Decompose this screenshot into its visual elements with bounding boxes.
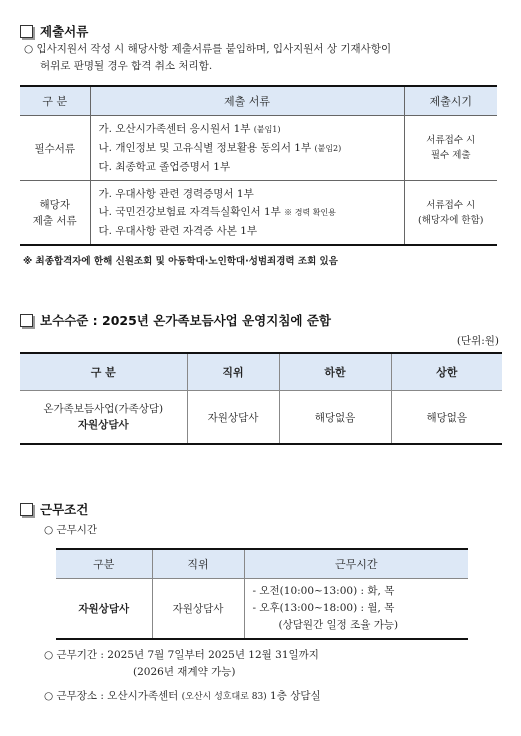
hours-table [56,548,468,640]
row-category: 온가족보듬사업(가족상담) 자원상담사 [20,391,187,445]
section-title-conditions: 근무조건 [20,500,88,518]
row-items: 가. 우대사항 관련 경력증명서 1부 나. 국민건강보험료 자격득실확인서 1부 ※ 경력 확인용 다. 우대사항 관련 자격증 사본 1부 [90,181,404,246]
table-row [20,116,497,181]
row-category: 필수서류 [20,116,90,181]
header-position: 직위 [187,353,279,391]
row-position: 자원상담사 [187,391,279,445]
header-min: 하한 [279,353,391,391]
table-header-row [56,549,468,579]
row-hours: - 오전(10:00~13:00) : 화, 목 - 오후(13:00~18:00) : 월, 목 (상담원간 일정 조율 가능) [244,579,468,640]
checkbox-square-icon [20,503,33,516]
header-documents: 제출 서류 [90,86,404,116]
row-max: 해당없음 [391,391,502,445]
header-category: 구분 [56,549,152,579]
table-header-row [20,86,497,116]
header-timing: 제출시기 [404,86,497,116]
header-category: 구 분 [20,86,90,116]
footnote: ※ 최종합격자에 한해 신원조회 및 아동학대·노인학대·성범죄경력 조회 있음 [23,256,338,267]
row-category: 자원상담사 [56,579,152,640]
table-row [20,391,502,445]
checkbox-square-icon [20,314,33,327]
unit-label: (단위:원) [456,335,499,347]
row-position: 자원상담사 [152,579,244,640]
header-category: 구 분 [20,353,187,391]
table-row [56,579,468,640]
section-title-documents: 제출서류 [20,22,88,40]
row-items: 가. 오산시가족센터 응시원서 1부 (붙임1) 나. 개인정보 및 고유식별 정보활용 동의서 1부 (붙임2) 다. 최종학교 졸업증명서 1부 [90,116,404,181]
intro-text: ○ 입사지원서 작성 시 해당사항 제출서류를 붙임하며, 입사지원서 상 기재사항이 허위로 판명될 경우 합격 취소 처리함. [24,43,392,72]
row-timing: 서류접수 시 (해당자에 한함) [404,181,497,246]
hours-label: ○ 근무시간 [44,524,98,536]
header-position: 직위 [152,549,244,579]
table-header-row [20,353,502,391]
work-period: ○ 근무기간 : 2025년 7월 7일부터 2025년 12월 31일까지 (2026년 재계약 가능) [44,649,319,678]
row-timing: 서류접수 시 필수 제출 [404,116,497,181]
header-max: 상한 [391,353,502,391]
documents-table [20,85,497,246]
salary-table [20,352,502,445]
checkbox-square-icon [20,25,33,38]
row-min: 해당없음 [279,391,391,445]
work-place: ○ 근무장소 : 오산시가족센터 (오산시 성호대로 83) 1층 상담실 [44,690,321,702]
section-title-salary: 보수수준 : 2025년 온가족보듬사업 운영지침에 준함 [20,311,331,329]
header-hours: 근무시간 [244,549,468,579]
row-category: 해당자 제출 서류 [20,181,90,246]
table-row [20,181,497,246]
